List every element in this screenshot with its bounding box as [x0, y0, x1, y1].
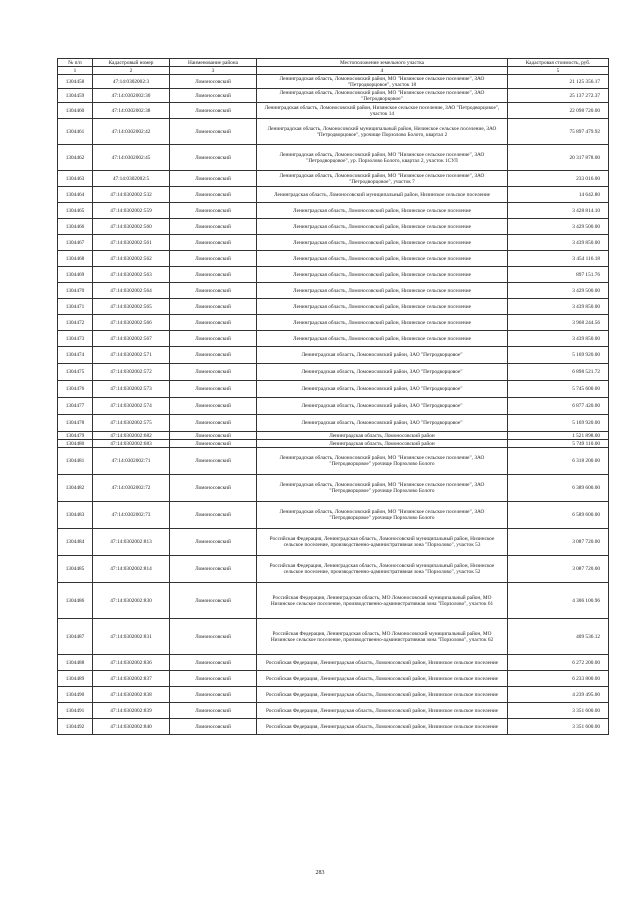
location-cell: Ленинградская область, Ломоносовский район, Низинское сельское поселение: [257, 267, 508, 283]
location-cell: Ленинградская область, Ломоносовский район, МО "Низинское сельское поселение", ЗАО "Петродворцовое": [257, 89, 508, 103]
table-body: [58, 75, 609, 735]
table-row: [58, 440, 609, 448]
cadastral-number-cell: 47:14:0302002:532: [93, 187, 170, 203]
cost-cell: 3 351 600.00: [508, 719, 609, 735]
cadastral-number-cell: 47:14:0302002:840: [93, 719, 170, 735]
cadastral-number-cell: 47:14:0302002:562: [93, 251, 170, 267]
cost-cell: 22 098 720.00: [508, 103, 609, 119]
row-number-cell: 1304468: [58, 251, 93, 267]
location-cell: Ленинградская область, Ломоносовский муниципальный район, Низинское сельское поселение: [257, 187, 508, 203]
cadastral-number-cell: 47:14:0302002:45: [93, 145, 170, 171]
col-header-district: Наименование района: [170, 59, 257, 67]
cost-cell: 6 233 800.00: [508, 671, 609, 687]
table-row: [58, 251, 609, 267]
cadastral-number-cell: 47:14:0302002:836: [93, 655, 170, 671]
cost-cell: 5 749 110.00: [508, 440, 609, 448]
index-row: [58, 67, 609, 75]
table-row: [58, 75, 609, 89]
row-number-cell: 1304481: [58, 448, 93, 475]
cost-cell: 3 454 116.18: [508, 251, 609, 267]
district-cell: Ломоносовский: [170, 187, 257, 203]
cadastral-table: [57, 58, 609, 735]
cadastral-number-cell: 47:14:0302002:572: [93, 364, 170, 381]
district-cell: Ломоносовский: [170, 398, 257, 415]
row-number-cell: 1304480: [58, 440, 93, 448]
district-cell: Ломоносовский: [170, 299, 257, 315]
district-cell: Ломоносовский: [170, 235, 257, 251]
row-number-cell: 1304479: [58, 432, 93, 440]
location-cell: Российская Федерация, Ленинградская область, Ломоносовский район, Низинское сельское поселение: [257, 671, 508, 687]
cost-cell: 3 439 850.00: [508, 235, 609, 251]
header-row: [58, 59, 609, 67]
district-cell: Ломоносовский: [170, 703, 257, 719]
table-row: [58, 502, 609, 529]
district-cell: Ломоносовский: [170, 75, 257, 89]
table-row: [58, 583, 609, 619]
row-number-cell: 1304489: [58, 671, 93, 687]
index-cell: 3: [170, 67, 257, 75]
cadastral-number-cell: 47:14:0302002:72: [93, 475, 170, 502]
location-cell: Российская Федерация, Ленинградская область, Ломоносовский район, Низинское сельское поселение: [257, 687, 508, 703]
cadastral-number-cell: 47:14:0302002:566: [93, 315, 170, 331]
row-number-cell: 1304477: [58, 398, 93, 415]
table-row: [58, 171, 609, 187]
table-row: [58, 529, 609, 556]
row-number-cell: 1304460: [58, 103, 93, 119]
location-cell: Ленинградская область, Ломоносовский район, Низинское сельское поселение: [257, 219, 508, 235]
location-cell: Российская Федерация, Ленинградская область, Ломоносовский район, Низинское сельское поселение: [257, 703, 508, 719]
location-cell: Ленинградская область, Ломоносовский район, Низинское сельское поселение: [257, 235, 508, 251]
col-header-number: № п/п: [58, 59, 93, 67]
district-cell: Ломоносовский: [170, 219, 257, 235]
table-header: [58, 59, 609, 75]
district-cell: Ломоносовский: [170, 119, 257, 145]
location-cell: Российская Федерация, Ленинградская область, Ломоносовский район, Низинское сельское поселение: [257, 719, 508, 735]
district-cell: Ломоносовский: [170, 347, 257, 364]
row-number-cell: 1304459: [58, 89, 93, 103]
row-number-cell: 1304483: [58, 502, 93, 529]
cost-cell: 3 968 244.56: [508, 315, 609, 331]
row-number-cell: 1304463: [58, 171, 93, 187]
location-cell: Российская Федерация, Ленинградская область, Ломоносовский муниципальный район, Низинское сельское поселение, производственно-административная зона "Порзолово", участок 53: [257, 529, 508, 556]
district-cell: Ломоносовский: [170, 583, 257, 619]
table-row: [58, 103, 609, 119]
row-number-cell: 1304486: [58, 583, 93, 619]
cost-cell: 3 087 720.00: [508, 529, 609, 556]
district-cell: Ломоносовский: [170, 556, 257, 583]
location-cell: Ленинградская область, Ломоносовский муниципальный район, Низинское сельское поселение, ЗАО "Петродворцовое", урочище Порзолово Болото, квартал 2: [257, 119, 508, 145]
row-number-cell: 1304461: [58, 119, 93, 145]
location-cell: Ленинградская область, Ломоносовский район, Низинское сельское поселение, ЗАО "Петродворцовое", участок 14: [257, 103, 508, 119]
row-number-cell: 1304475: [58, 364, 93, 381]
district-cell: Ломоносовский: [170, 655, 257, 671]
cadastral-number-cell: 47:14:0302002:830: [93, 583, 170, 619]
cost-cell: 5 745 600.00: [508, 381, 609, 398]
cadastral-number-cell: 47:14:0302002:831: [93, 619, 170, 655]
cadastral-number-cell: 47:14:0302002:573: [93, 381, 170, 398]
table-row: [58, 235, 609, 251]
cadastral-number-cell: 47:14:0302002:565: [93, 299, 170, 315]
district-cell: Ломоносовский: [170, 171, 257, 187]
location-cell: Ленинградская область, Ломоносовский район, ЗАО "Петродворцовое": [257, 415, 508, 432]
cadastral-number-cell: 47:14:0302002:838: [93, 687, 170, 703]
location-cell: Ленинградская область, Ломоносовский район, Низинское сельское поселение: [257, 331, 508, 347]
table-row: [58, 448, 609, 475]
cadastral-number-cell: 47:14:0302002:71: [93, 448, 170, 475]
row-number-cell: 1304482: [58, 475, 93, 502]
cadastral-number-cell: 47:14:0302002:38: [93, 103, 170, 119]
cost-cell: 20 317 878.00: [508, 145, 609, 171]
location-cell: Ленинградская область, Ломоносовский район: [257, 432, 508, 440]
index-cell: 4: [257, 67, 508, 75]
district-cell: Ломоносовский: [170, 331, 257, 347]
row-number-cell: 1304487: [58, 619, 93, 655]
district-cell: Ломоносовский: [170, 315, 257, 331]
cost-cell: 5 169 920.00: [508, 347, 609, 364]
index-cell: 2: [93, 67, 170, 75]
district-cell: Ломоносовский: [170, 381, 257, 398]
table-row: [58, 187, 609, 203]
cost-cell: 75 897 479.92: [508, 119, 609, 145]
cost-cell: 4 306 100.96: [508, 583, 609, 619]
district-cell: Ломоносовский: [170, 502, 257, 529]
table-row: [58, 381, 609, 398]
cost-cell: 1 521 898.00: [508, 432, 609, 440]
row-number-cell: 1304465: [58, 203, 93, 219]
row-number-cell: 1304458: [58, 75, 93, 89]
table-row: [58, 475, 609, 502]
cost-cell: 6 877 420.00: [508, 398, 609, 415]
table-row: [58, 145, 609, 171]
location-cell: Ленинградская область, Ломоносовский район, ЗАО "Петродворцовое": [257, 398, 508, 415]
cost-cell: 6 389 600.00: [508, 475, 609, 502]
row-number-cell: 1304471: [58, 299, 93, 315]
col-header-location: Местоположение земельного участка: [257, 59, 508, 67]
table-row: [58, 655, 609, 671]
table-row: [58, 619, 609, 655]
location-cell: Ленинградская область, Ломоносовский район, Низинское сельское поселение: [257, 315, 508, 331]
cost-cell: 14 642.80: [508, 187, 609, 203]
cadastral-number-cell: 47:14:0302002:5: [93, 171, 170, 187]
district-cell: Ломоносовский: [170, 283, 257, 299]
cost-cell: 3 439 850.00: [508, 331, 609, 347]
table-row: [58, 415, 609, 432]
cadastral-number-cell: 47:14:0302002:571: [93, 347, 170, 364]
cadastral-number-cell: 47:14:0302002:42: [93, 119, 170, 145]
cadastral-number-cell: 47:14:0302002:813: [93, 529, 170, 556]
cost-cell: 3 429 500.00: [508, 283, 609, 299]
table-row: [58, 299, 609, 315]
table-row: [58, 671, 609, 687]
district-cell: Ломоносовский: [170, 145, 257, 171]
cadastral-number-cell: 47:14:0302002:574: [93, 398, 170, 415]
table-row: [58, 687, 609, 703]
col-header-cost: Кадастровая стоимость, руб.: [508, 59, 609, 67]
district-cell: Ломоносовский: [170, 251, 257, 267]
table-row: [58, 315, 609, 331]
location-cell: Ленинградская область, Ломоносовский район, ЗАО "Петродворцовое": [257, 364, 508, 381]
row-number-cell: 1304484: [58, 529, 93, 556]
location-cell: Ленинградская область, Ломоносовский район, МО "Низинское сельское поселение", ЗАО "Петродворцовое" урочище Порзолово Болото: [257, 448, 508, 475]
table-row: [58, 331, 609, 347]
location-cell: Ленинградская область, Ломоносовский район, МО "Низинское сельское поселение", ЗАО "Петродворцовое" урочище Порзолово Болото: [257, 475, 508, 502]
cost-cell: 897 151.76: [508, 267, 609, 283]
row-number-cell: 1304488: [58, 655, 93, 671]
location-cell: Ленинградская область, Ломоносовский район, ЗАО "Петродворцовое": [257, 381, 508, 398]
district-cell: Ломоносовский: [170, 440, 257, 448]
location-cell: Ленинградская область, Ломоносовский район: [257, 440, 508, 448]
table-row: [58, 719, 609, 735]
district-cell: Ломоносовский: [170, 448, 257, 475]
cadastral-number-cell: 47:14:0302002:683: [93, 440, 170, 448]
cost-cell: 3 429 500.00: [508, 219, 609, 235]
location-cell: Ленинградская область, Ломоносовский район, ЗАО "Петродворцовое": [257, 347, 508, 364]
row-number-cell: 1304469: [58, 267, 93, 283]
district-cell: Ломоносовский: [170, 432, 257, 440]
cadastral-table-sheet: [57, 58, 600, 735]
cost-cell: 6 589 600.00: [508, 502, 609, 529]
location-cell: Российская Федерация, Ленинградская область, МО Ломоносовский муниципальный район, МО Низинское сельское поселение, производственно-административная зона "Порзолово", участок 62: [257, 619, 508, 655]
district-cell: Ломоносовский: [170, 475, 257, 502]
table-row: [58, 347, 609, 364]
location-cell: Ленинградская область, Ломоносовский район, МО "Низинское сельское поселение", ЗАО "Петродворцовое", участок 7: [257, 171, 508, 187]
row-number-cell: 1304467: [58, 235, 93, 251]
table-row: [58, 432, 609, 440]
cost-cell: 3 439 850.00: [508, 299, 609, 315]
row-number-cell: 1304491: [58, 703, 93, 719]
location-cell: Ленинградская область, Ломоносовский район, МО "Низинское сельское поселение", ЗАО "Петродворцовое", ур. Порзолово Болото, квартал 2, участок 1СУЛ: [257, 145, 508, 171]
table-row: [58, 398, 609, 415]
table-row: [58, 119, 609, 145]
location-cell: Ленинградская область, Ломоносовский район, МО "Низинское сельское поселение", ЗАО "Петродворцовое", участок 18: [257, 75, 508, 89]
district-cell: Ломоносовский: [170, 687, 257, 703]
location-cell: Ленинградская область, Ломоносовский район, Низинское сельское поселение: [257, 203, 508, 219]
table-row: [58, 267, 609, 283]
row-number-cell: 1304473: [58, 331, 93, 347]
table-row: [58, 364, 609, 381]
table-row: [58, 203, 609, 219]
cost-cell: 409 536.12: [508, 619, 609, 655]
cost-cell: 3 087 720.00: [508, 556, 609, 583]
cadastral-number-cell: 47:14:0302002:3: [93, 75, 170, 89]
cadastral-number-cell: 47:14:0302002:559: [93, 203, 170, 219]
cadastral-number-cell: 47:14:0302002:814: [93, 556, 170, 583]
table-row: [58, 283, 609, 299]
location-cell: Российская Федерация, Ленинградская область, Ломоносовский муниципальный район, Низинское сельское поселение, производственно-административная зона "Порзолово", участок 52: [257, 556, 508, 583]
district-cell: Ломоносовский: [170, 415, 257, 432]
index-cell: 1: [58, 67, 93, 75]
cost-cell: 6 318 200.00: [508, 448, 609, 475]
location-cell: Российская Федерация, Ленинградская область, МО Ломоносовский муниципальный район, МО Низинское сельское поселение, производственно-административная зона "Порзолово", участок 61: [257, 583, 508, 619]
cadastral-number-cell: 47:14:0302002:563: [93, 267, 170, 283]
location-cell: Российская Федерация, Ленинградская область, Ломоносовский район, Низинское сельское поселение: [257, 655, 508, 671]
cadastral-number-cell: 47:14:0302002:567: [93, 331, 170, 347]
district-cell: Ломоносовский: [170, 619, 257, 655]
cadastral-number-cell: 47:14:0302002:837: [93, 671, 170, 687]
row-number-cell: 1304478: [58, 415, 93, 432]
district-cell: Ломоносовский: [170, 529, 257, 556]
row-number-cell: 1304492: [58, 719, 93, 735]
cost-cell: 6 898 521.72: [508, 364, 609, 381]
row-number-cell: 1304462: [58, 145, 93, 171]
table-row: [58, 89, 609, 103]
district-cell: Ломоносовский: [170, 89, 257, 103]
row-number-cell: 1304464: [58, 187, 93, 203]
cost-cell: 233 016.00: [508, 171, 609, 187]
cost-cell: 4 239 495.00: [508, 687, 609, 703]
cadastral-number-cell: 47:14:0302002:682: [93, 432, 170, 440]
cost-cell: 5 169 920.00: [508, 415, 609, 432]
cost-cell: 3 351 600.00: [508, 703, 609, 719]
district-cell: Ломоносовский: [170, 671, 257, 687]
table-row: [58, 703, 609, 719]
cadastral-number-cell: 47:14:0302002:839: [93, 703, 170, 719]
cost-cell: 3 428 814.10: [508, 203, 609, 219]
cost-cell: 21 125 356.17: [508, 75, 609, 89]
row-number-cell: 1304485: [58, 556, 93, 583]
cost-cell: 25 137 272.37: [508, 89, 609, 103]
location-cell: Ленинградская область, Ломоносовский район, МО "Низинское сельское поселение", ЗАО "Петродворцовое" урочище Порзолово Болото: [257, 502, 508, 529]
district-cell: Ломоносовский: [170, 364, 257, 381]
cadastral-number-cell: 47:14:0302002:73: [93, 502, 170, 529]
cost-cell: 6 272 200.00: [508, 655, 609, 671]
row-number-cell: 1304470: [58, 283, 93, 299]
cadastral-number-cell: 47:14:0302002:560: [93, 219, 170, 235]
table-row: [58, 219, 609, 235]
col-header-cadastral: Кадастровый номер: [93, 59, 170, 67]
row-number-cell: 1304474: [58, 347, 93, 364]
district-cell: Ломоносовский: [170, 719, 257, 735]
district-cell: Ломоносовский: [170, 103, 257, 119]
district-cell: Ломоносовский: [170, 267, 257, 283]
location-cell: Ленинградская область, Ломоносовский район, Низинское сельское поселение: [257, 283, 508, 299]
row-number-cell: 1304472: [58, 315, 93, 331]
row-number-cell: 1304490: [58, 687, 93, 703]
row-number-cell: 1304466: [58, 219, 93, 235]
index-cell: 5: [508, 67, 609, 75]
district-cell: Ломоносовский: [170, 203, 257, 219]
cadastral-number-cell: 47:14:0302002:564: [93, 283, 170, 299]
row-number-cell: 1304476: [58, 381, 93, 398]
cadastral-number-cell: 47:14:0302002:30: [93, 89, 170, 103]
location-cell: Ленинградская область, Ломоносовский район, Низинское сельское поселение: [257, 299, 508, 315]
cadastral-number-cell: 47:14:0302002:575: [93, 415, 170, 432]
page-number: 283: [315, 870, 325, 876]
cadastral-number-cell: 47:14:0302002:561: [93, 235, 170, 251]
location-cell: Ленинградская область, Ломоносовский район, Низинское сельское поселение: [257, 251, 508, 267]
table-row: [58, 556, 609, 583]
